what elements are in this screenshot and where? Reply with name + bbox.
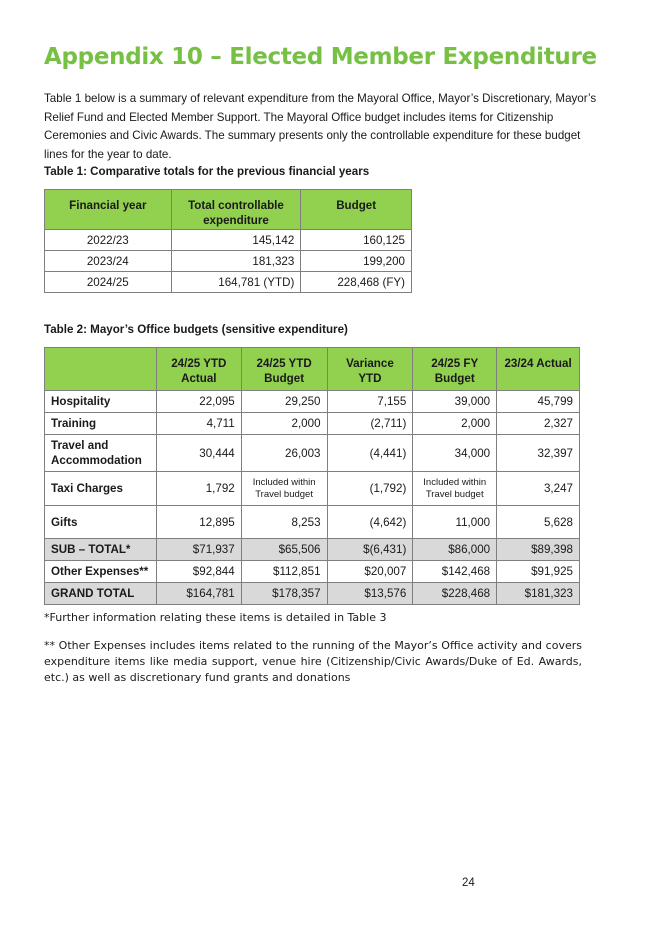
table-cell: $164,781: [156, 583, 241, 605]
table-cell: $86,000: [413, 539, 497, 561]
table-cell: 228,468 (FY): [301, 272, 412, 293]
mayors-office-budget-table: [44, 347, 580, 605]
table-cell: (4,642): [327, 506, 413, 539]
column-header: Financial year: [45, 190, 172, 230]
table-cell: Included within Travel budget: [241, 472, 327, 506]
table-row: [45, 506, 580, 539]
table-cell: 2022/23: [45, 230, 172, 251]
table-cell: 29,250: [241, 391, 327, 413]
table-cell: $142,468: [413, 561, 497, 583]
table-cell: 2023/24: [45, 251, 172, 272]
grand-total-row: [45, 583, 580, 605]
table-cell: $112,851: [241, 561, 327, 583]
column-header: Budget: [301, 190, 412, 230]
table-cell: 2,327: [497, 413, 580, 435]
table-cell: $92,844: [156, 561, 241, 583]
table-cell: 5,628: [497, 506, 580, 539]
page-title: Appendix 10 – Elected Member Expenditure: [44, 44, 597, 70]
row-label: Gifts: [45, 506, 157, 539]
column-header: 24/25 YTD Actual: [156, 348, 241, 391]
intro-paragraph: Table 1 below is a summary of relevant expenditure from the Mayoral Office, Mayor’s Discretionary, Mayor’s Relief Fund and Elected Member Support. The Mayoral Office budget includes items for Citizenship Ceremonies and Civic Awards. The summary presents only the controllable expenditure for these budget lines for the year to date.: [44, 92, 597, 161]
table1-caption: Table 1: Comparative totals for the previous financial years: [44, 165, 370, 178]
footnote-other-expenses: ** Other Expenses includes items related to the running of the Mayor’s Office activity and covers expenditure items like media support, venue hire (Citizenship/Civic Awards/Duke of Ed. Awards, etc.) as well as discretionary fund grants and donations: [44, 639, 582, 684]
table2-caption: Table 2: Mayor’s Office budgets (sensitive expenditure): [44, 323, 348, 336]
column-header: 23/24 Actual: [497, 348, 580, 391]
table-cell: 145,142: [171, 230, 301, 251]
column-header: 24/25 YTD Budget: [241, 348, 327, 391]
table-row: [45, 413, 580, 435]
row-label: Training: [45, 413, 157, 435]
table-cell: 30,444: [156, 435, 241, 472]
table-cell: 2,000: [241, 413, 327, 435]
table-cell: 1,792: [156, 472, 241, 506]
table-row: [45, 435, 580, 472]
table-cell: 3,247: [497, 472, 580, 506]
table-row: [45, 391, 580, 413]
table-row: [45, 561, 580, 583]
table-row: [45, 472, 580, 506]
table-cell: $91,925: [497, 561, 580, 583]
row-label: Travel and Accommodation: [45, 435, 157, 472]
table-cell: Included within Travel budget: [413, 472, 497, 506]
column-header: Variance YTD: [327, 348, 413, 391]
table-cell: $20,007: [327, 561, 413, 583]
table-cell: 22,095: [156, 391, 241, 413]
row-label: Taxi Charges: [45, 472, 157, 506]
table-cell: 181,323: [171, 251, 301, 272]
column-header: Total controllable expenditure: [171, 190, 301, 230]
table-cell: 4,711: [156, 413, 241, 435]
table-cell: $(6,431): [327, 539, 413, 561]
row-label: GRAND TOTAL: [45, 583, 157, 605]
table-cell: $65,506: [241, 539, 327, 561]
table-cell: 8,253: [241, 506, 327, 539]
table-cell: (1,792): [327, 472, 413, 506]
row-label: Hospitality: [45, 391, 157, 413]
table-row: [45, 251, 412, 272]
table-cell: $71,937: [156, 539, 241, 561]
table-cell: 34,000: [413, 435, 497, 472]
row-label: Other Expenses**: [45, 561, 157, 583]
table-cell: 26,003: [241, 435, 327, 472]
table-cell: 2024/25: [45, 272, 172, 293]
table-row: [45, 272, 412, 293]
table-cell: 45,799: [497, 391, 580, 413]
table-cell: $89,398: [497, 539, 580, 561]
column-header: [45, 348, 157, 391]
table-cell: 11,000: [413, 506, 497, 539]
comparative-totals-table: [44, 189, 412, 293]
table-cell: 160,125: [301, 230, 412, 251]
table-cell: 199,200: [301, 251, 412, 272]
table-cell: 32,397: [497, 435, 580, 472]
table-cell: 2,000: [413, 413, 497, 435]
table-header-row: [45, 190, 412, 230]
row-label: SUB – TOTAL*: [45, 539, 157, 561]
footnote-further-info: *Further information relating these items is detailed in Table 3: [44, 611, 387, 624]
table-cell: 164,781 (YTD): [171, 272, 301, 293]
table-header-row: [45, 348, 580, 391]
table-cell: (2,711): [327, 413, 413, 435]
table-cell: $13,576: [327, 583, 413, 605]
table-cell: $181,323: [497, 583, 580, 605]
table-cell: $228,468: [413, 583, 497, 605]
table-cell: 39,000: [413, 391, 497, 413]
table-cell: (4,441): [327, 435, 413, 472]
table-cell: 7,155: [327, 391, 413, 413]
table-row: [45, 230, 412, 251]
page-number: 24: [462, 877, 475, 889]
table-cell: 12,895: [156, 506, 241, 539]
table-cell: $178,357: [241, 583, 327, 605]
subtotal-row: [45, 539, 580, 561]
column-header: 24/25 FY Budget: [413, 348, 497, 391]
